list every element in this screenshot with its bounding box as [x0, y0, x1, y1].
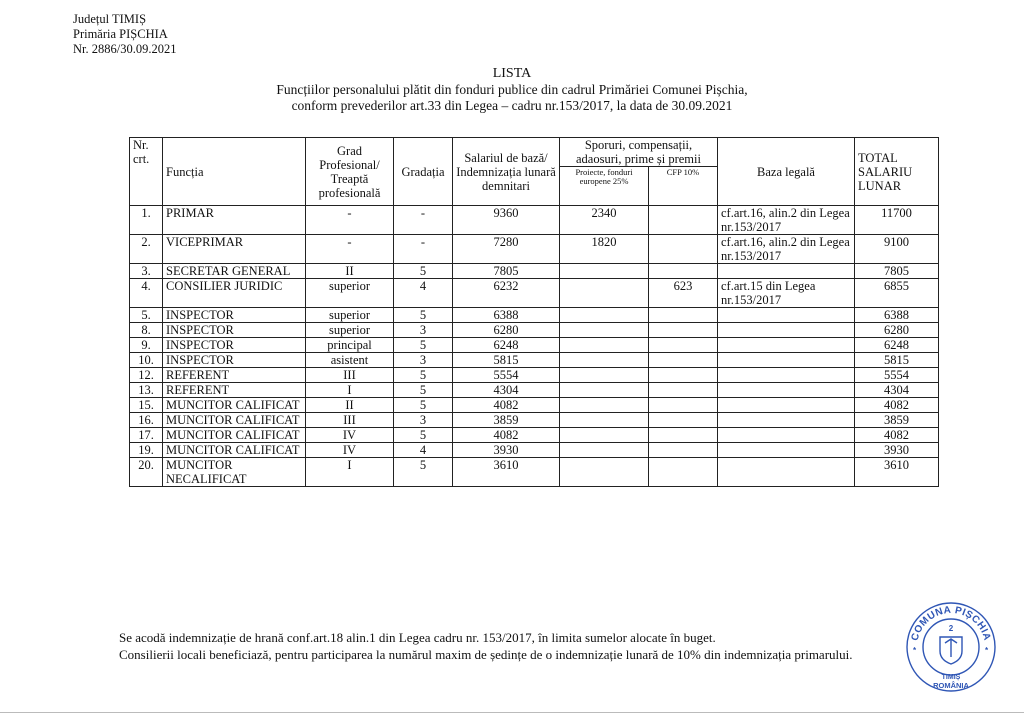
cell-proiecte: [560, 308, 649, 323]
stamp-number: 2: [948, 624, 954, 633]
cell-gradatia: 5: [394, 338, 453, 353]
table-row: [130, 206, 939, 235]
cell-nr: 10.: [130, 353, 163, 368]
cell-functia: PRIMAR: [163, 206, 306, 235]
cell-nr: 5.: [130, 308, 163, 323]
stamp-star-left-icon: *: [913, 646, 917, 655]
cell-cfp: [649, 368, 718, 383]
header-functia: Funcția: [163, 138, 306, 206]
cell-baza: [718, 413, 855, 428]
header-grad: Grad Profesional/ Treaptă profesională: [306, 138, 394, 206]
cell-total: 5815: [855, 353, 939, 368]
table-row: [130, 279, 939, 308]
cell-proiecte: [560, 458, 649, 487]
registration-number: Nr. 2886/30.09.2021: [73, 42, 177, 56]
eagle-icon: [945, 639, 957, 657]
cell-nr: 19.: [130, 443, 163, 458]
table-row: [130, 428, 939, 443]
cell-functia: REFERENT: [163, 383, 306, 398]
cell-cfp: 623: [649, 279, 718, 308]
header-proiecte: Proiecte, fonduri europene 25%: [560, 167, 649, 206]
cell-grad: principal: [306, 338, 394, 353]
cell-nr: 4.: [130, 279, 163, 308]
cell-total: 11700: [855, 206, 939, 235]
cell-nr: 2.: [130, 235, 163, 264]
cell-baza: [718, 458, 855, 487]
cell-baza: cf.art.16, alin.2 din Legea nr.153/2017: [718, 235, 855, 264]
cell-functia: CONSILIER JURIDIC: [163, 279, 306, 308]
cell-nr: 9.: [130, 338, 163, 353]
cell-grad: -: [306, 206, 394, 235]
cell-gradatia: 5: [394, 368, 453, 383]
cell-proiecte: [560, 428, 649, 443]
cell-nr: 3.: [130, 264, 163, 279]
cell-proiecte: 1820: [560, 235, 649, 264]
cell-functia: MUNCITOR CALIFICAT: [163, 428, 306, 443]
stamp-star-right-icon: *: [985, 646, 989, 655]
cell-proiecte: [560, 413, 649, 428]
cell-gradatia: 5: [394, 308, 453, 323]
cell-nr: 8.: [130, 323, 163, 338]
cell-cfp: [649, 428, 718, 443]
header-cfp: CFP 10%: [649, 167, 718, 206]
cell-salariul: 6248: [453, 338, 560, 353]
cell-baza: [718, 428, 855, 443]
cell-baza: [718, 323, 855, 338]
cell-functia: INSPECTOR: [163, 338, 306, 353]
cell-baza: cf.art.16, alin.2 din Legea nr.153/2017: [718, 206, 855, 235]
cell-gradatia: 5: [394, 398, 453, 413]
cell-salariul: 3930: [453, 443, 560, 458]
cell-functia: INSPECTOR: [163, 308, 306, 323]
title-line-1: Funcțiilor personalului plătit din fonduri publice din cadrul Primăriei Comunei Pișchia,: [276, 82, 748, 97]
cell-cfp: [649, 458, 718, 487]
cell-proiecte: [560, 353, 649, 368]
cell-functia: MUNCITOR CALIFICAT: [163, 413, 306, 428]
cell-salariul: 4082: [453, 428, 560, 443]
cell-nr: 13.: [130, 383, 163, 398]
cell-total: 4082: [855, 398, 939, 413]
cell-functia: INSPECTOR: [163, 323, 306, 338]
cell-proiecte: [560, 368, 649, 383]
official-stamp: [905, 601, 997, 693]
cell-salariul: 6388: [453, 308, 560, 323]
cell-gradatia: 4: [394, 279, 453, 308]
cell-cfp: [649, 443, 718, 458]
table-row: [130, 398, 939, 413]
table-row: [130, 308, 939, 323]
cell-proiecte: [560, 383, 649, 398]
cell-nr: 16.: [130, 413, 163, 428]
cell-total: 3930: [855, 443, 939, 458]
cell-salariul: 3859: [453, 413, 560, 428]
table-row: [130, 264, 939, 279]
cell-cfp: [649, 235, 718, 264]
cell-grad: superior: [306, 308, 394, 323]
cell-cfp: [649, 413, 718, 428]
cell-salariul: 6280: [453, 323, 560, 338]
cell-proiecte: [560, 264, 649, 279]
cell-total: 9100: [855, 235, 939, 264]
cell-grad: -: [306, 235, 394, 264]
cell-functia: INSPECTOR: [163, 353, 306, 368]
header-total: TOTAL SALARIU LUNAR: [855, 138, 939, 206]
cell-gradatia: 3: [394, 323, 453, 338]
cell-functia: MUNCITOR CALIFICAT: [163, 398, 306, 413]
cell-functia: SECRETAR GENERAL: [163, 264, 306, 279]
header-salariul: Salariul de bază/ Indemnizația lunară demnitari: [453, 138, 560, 206]
cell-baza: cf.art.15 din Legea nr.153/2017: [718, 279, 855, 308]
cell-cfp: [649, 323, 718, 338]
cell-salariul: 7805: [453, 264, 560, 279]
cell-proiecte: [560, 338, 649, 353]
table-row: [130, 368, 939, 383]
cell-total: 4082: [855, 428, 939, 443]
stamp-county-text: TIMIȘ: [941, 674, 961, 681]
cell-gradatia: -: [394, 206, 453, 235]
footer-paragraph-2: Consilierii locali beneficiază, pentru participarea la numărul maxim de ședințe de o indemnizație lunară de 10% din indemnizația primarului.: [119, 647, 853, 662]
cell-proiecte: [560, 323, 649, 338]
table-row: [130, 323, 939, 338]
cell-baza: [718, 353, 855, 368]
cell-total: 4304: [855, 383, 939, 398]
cell-gradatia: 5: [394, 383, 453, 398]
cell-gradatia: 5: [394, 428, 453, 443]
townhall-line: Primăria PIȘCHIA: [73, 27, 168, 41]
cell-baza: [718, 398, 855, 413]
document-footer: [93, 629, 993, 663]
cell-grad: II: [306, 264, 394, 279]
cell-grad: I: [306, 383, 394, 398]
cell-grad: I: [306, 458, 394, 487]
cell-salariul: 5554: [453, 368, 560, 383]
cell-nr: 17.: [130, 428, 163, 443]
stamp-country-text: ROMÂNIA: [933, 681, 969, 690]
cell-cfp: [649, 398, 718, 413]
cell-total: 3610: [855, 458, 939, 487]
footer-paragraph-1: Se acodă indemnizație de hrană conf.art.18 alin.1 din Legea cadru nr. 153/2017, în limita sumelor alocate în buget.: [119, 630, 716, 645]
document-header: [73, 12, 176, 57]
cell-baza: [718, 443, 855, 458]
cell-salariul: 5815: [453, 353, 560, 368]
table-row: [130, 235, 939, 264]
cell-proiecte: [560, 279, 649, 308]
header-gradatia: Gradația: [394, 138, 453, 206]
cell-proiecte: [560, 443, 649, 458]
salary-table: [129, 137, 939, 487]
cell-nr: 15.: [130, 398, 163, 413]
cell-proiecte: 2340: [560, 206, 649, 235]
cell-baza: [718, 338, 855, 353]
cell-grad: III: [306, 413, 394, 428]
cell-baza: [718, 368, 855, 383]
cell-cfp: [649, 353, 718, 368]
cell-salariul: 6232: [453, 279, 560, 308]
cell-baza: [718, 383, 855, 398]
cell-cfp: [649, 206, 718, 235]
cell-salariul: 9360: [453, 206, 560, 235]
cell-salariul: 3610: [453, 458, 560, 487]
table-row: [130, 383, 939, 398]
cell-cfp: [649, 383, 718, 398]
cell-baza: [718, 308, 855, 323]
cell-baza: [718, 264, 855, 279]
cell-nr: 20.: [130, 458, 163, 487]
cell-grad: IV: [306, 443, 394, 458]
title-line-2: conform prevederilor art.33 din Legea – cadru nr.153/2017, la data de 30.09.2021: [291, 98, 733, 113]
cell-cfp: [649, 264, 718, 279]
cell-total: 7805: [855, 264, 939, 279]
title-main: LISTA: [492, 66, 532, 81]
cell-nr: 1.: [130, 206, 163, 235]
header-sporuri: Sporuri, compensații, adaosuri, prime și premii: [560, 138, 718, 167]
header-baza: Baza legală: [718, 138, 855, 206]
cell-grad: asistent: [306, 353, 394, 368]
county-line: Județul TIMIȘ: [73, 12, 147, 26]
cell-total: 6388: [855, 308, 939, 323]
cell-functia: VICEPRIMAR: [163, 235, 306, 264]
cell-total: 6280: [855, 323, 939, 338]
table-row: [130, 353, 939, 368]
cell-nr: 12.: [130, 368, 163, 383]
cell-grad: III: [306, 368, 394, 383]
cell-grad: II: [306, 398, 394, 413]
cell-proiecte: [560, 398, 649, 413]
cell-gradatia: 3: [394, 353, 453, 368]
table-row: [130, 443, 939, 458]
cell-gradatia: 5: [394, 264, 453, 279]
cell-cfp: [649, 338, 718, 353]
cell-grad: IV: [306, 428, 394, 443]
table-row: [130, 458, 939, 487]
table-row: [130, 338, 939, 353]
cell-grad: superior: [306, 279, 394, 308]
cell-salariul: 4082: [453, 398, 560, 413]
cell-salariul: 4304: [453, 383, 560, 398]
cell-gradatia: -: [394, 235, 453, 264]
cell-total: 5554: [855, 368, 939, 383]
cell-functia: REFERENT: [163, 368, 306, 383]
cell-gradatia: 4: [394, 443, 453, 458]
header-nr: Nr. crt.: [130, 138, 163, 206]
cell-cfp: [649, 308, 718, 323]
document-title: [0, 66, 1024, 114]
cell-functia: MUNCITOR NECALIFICAT: [163, 458, 306, 487]
cell-grad: superior: [306, 323, 394, 338]
stamp-top-text: COMUNA PIȘCHIA: [909, 604, 993, 643]
page-bottom-line: [0, 712, 1024, 713]
cell-total: 6855: [855, 279, 939, 308]
cell-total: 3859: [855, 413, 939, 428]
cell-total: 6248: [855, 338, 939, 353]
cell-gradatia: 3: [394, 413, 453, 428]
cell-gradatia: 5: [394, 458, 453, 487]
table-row: [130, 413, 939, 428]
cell-functia: MUNCITOR CALIFICAT: [163, 443, 306, 458]
cell-salariul: 7280: [453, 235, 560, 264]
